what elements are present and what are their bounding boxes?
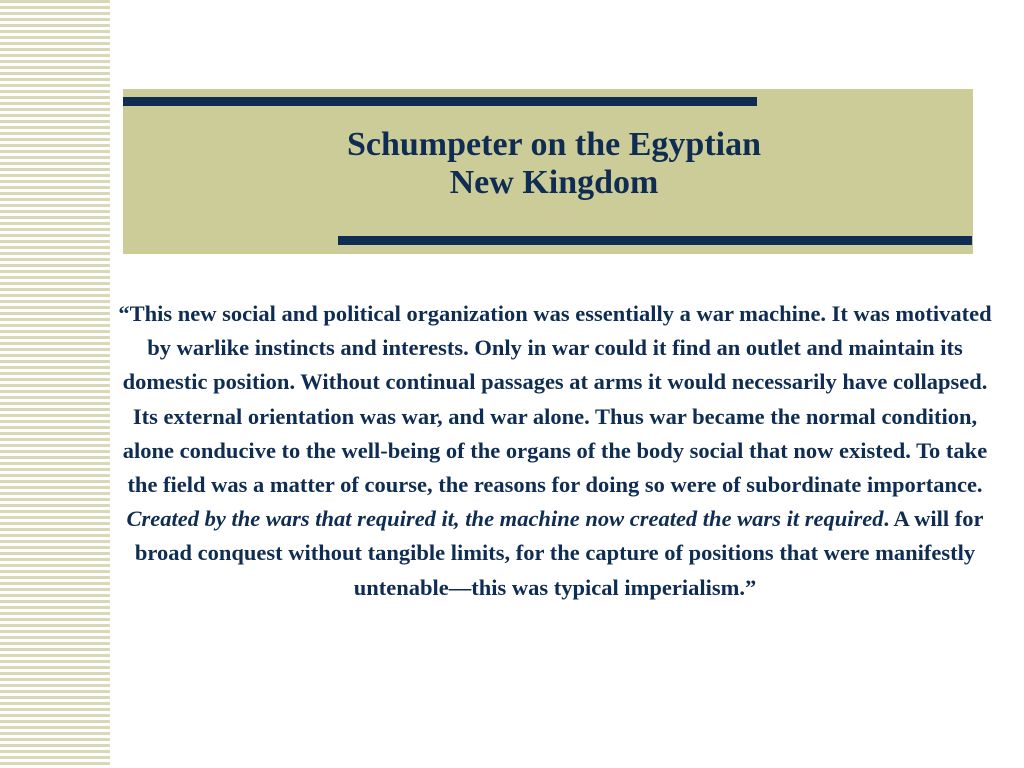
slide-title [123, 126, 985, 202]
title-top-rule [123, 97, 757, 106]
quote-text-end: . A will for broad conquest without tangible limits, for the capture of positions that were manifestly untenable—this was typical imperialism.” [134, 506, 984, 600]
slide-title-line-1: Schumpeter on the Egyptian [346, 126, 762, 163]
quote-paragraph [118, 297, 992, 605]
quote-text-italic: Created by the wars that required it, the machine now created the wars it required [126, 506, 884, 532]
quote-text-start: “This new social and political organization was essentially a war machine. It was motivated by warlike instincts and interests. Only in war could it find an outlet and maintain its domestic position. Without continual passages at arms it would necessarily have collapsed. Its external orientation was war, and war alone. Thus war became the normal condition, alone conducive to the well-being of the organs of the body social that now existed. To take the field was a matter of course, the reasons for doing so were of subordinate importance. [118, 301, 992, 498]
slide-title-line-2: New Kingdom [449, 164, 659, 201]
title-bottom-rule [338, 236, 972, 245]
striped-left-border [0, 0, 110, 768]
